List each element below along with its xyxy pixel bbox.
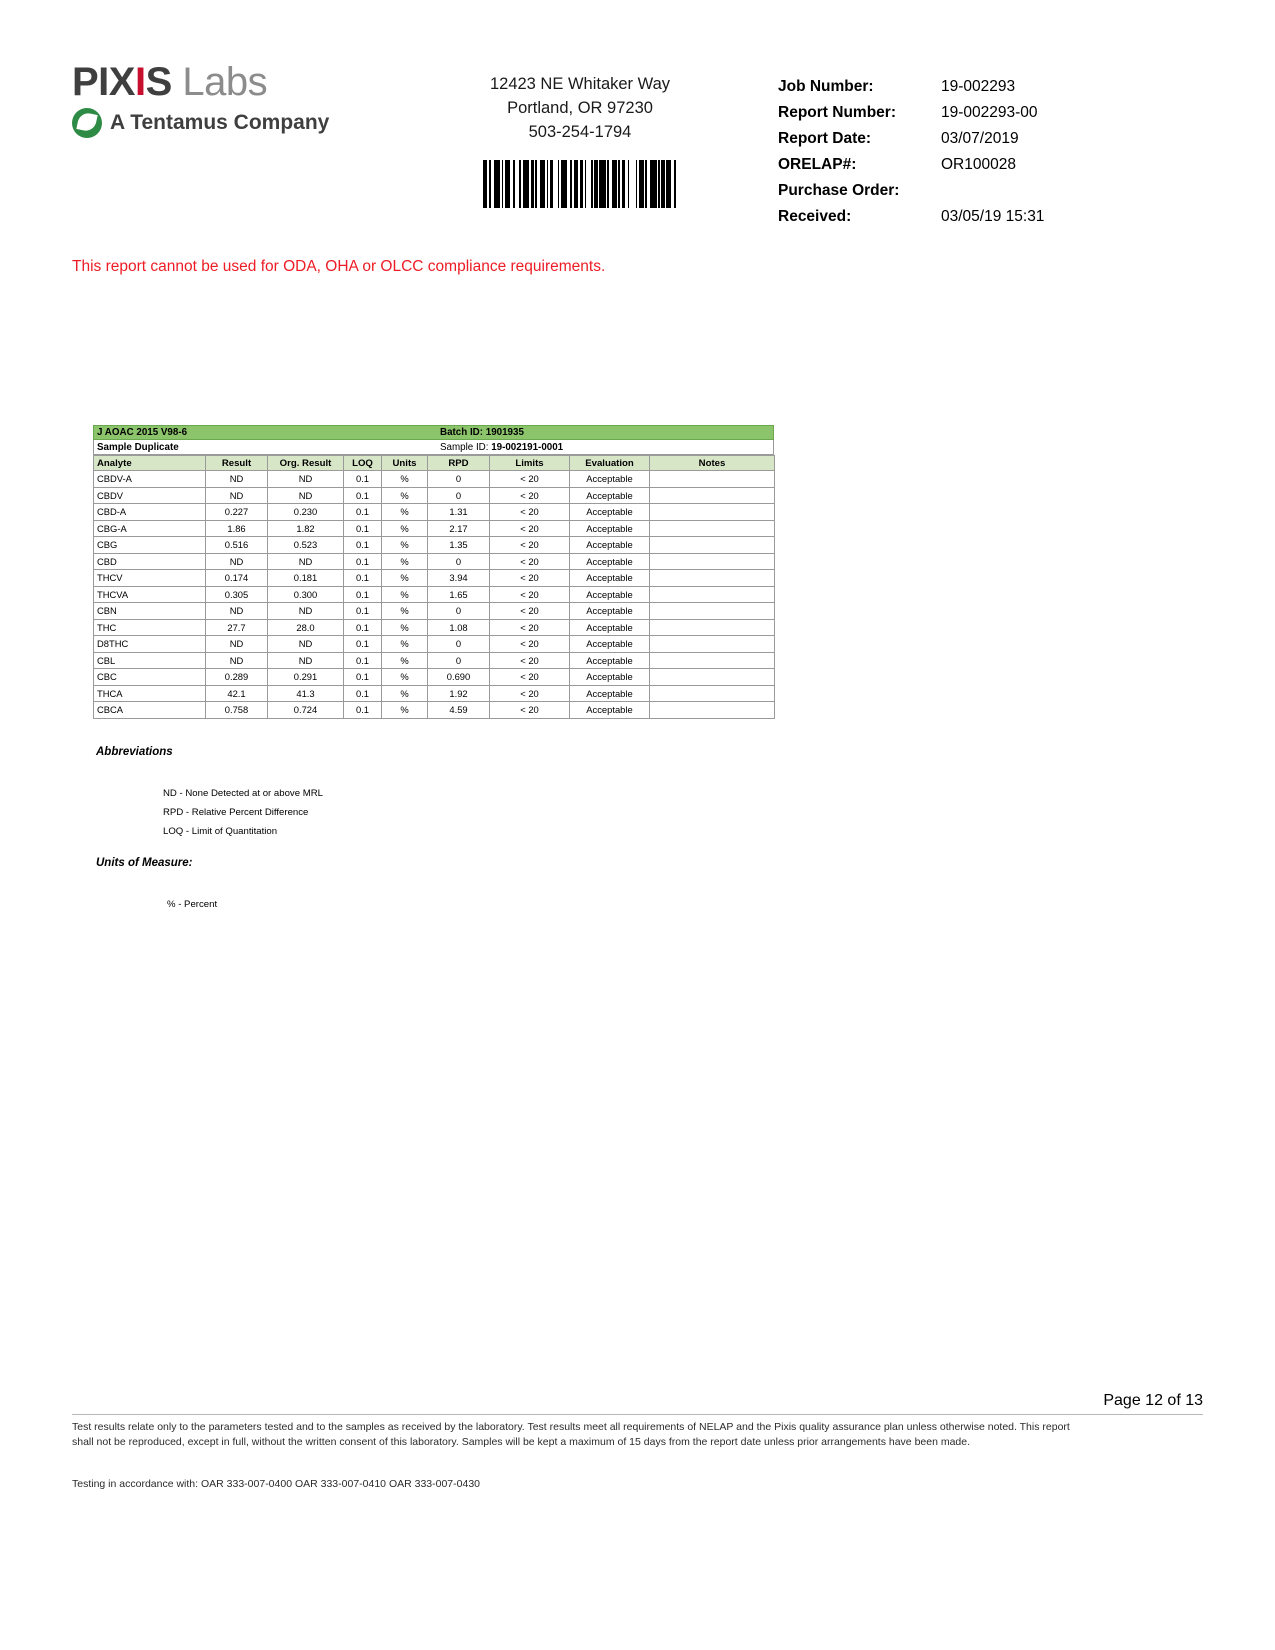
cell-rpd: 1.35 <box>428 537 490 554</box>
abbreviation-item: ND - None Detected at or above MRL <box>163 788 323 799</box>
cell-limits: < 20 <box>490 603 570 620</box>
cell-rpd: 0 <box>428 487 490 504</box>
cell-loq: 0.1 <box>344 504 382 521</box>
cell-loq: 0.1 <box>344 553 382 570</box>
leaf-icon <box>72 108 102 138</box>
cell-notes <box>650 586 775 603</box>
meta-value: 19-002293 <box>941 78 1016 95</box>
sample-id-label: Sample ID: <box>440 441 489 453</box>
meta-row <box>778 126 1198 152</box>
cell-units: % <box>382 504 428 521</box>
cell-evaluation: Acceptable <box>570 487 650 504</box>
table-row <box>94 685 775 702</box>
cell-org-result: 0.300 <box>268 586 344 603</box>
cell-units: % <box>382 603 428 620</box>
cell-loq: 0.1 <box>344 669 382 686</box>
barcode <box>430 160 730 208</box>
cell-units: % <box>382 487 428 504</box>
footer-disclaimer: Test results relate only to the parameters tested and to the samples as received by the laboratory. Test results meet all requirements of NELAP and the Pixis quality assurance plan unless otherwise noted. This report shall not be reproduced, except in full, without the written consent of this laboratory. Samples will be kept a maximum of 15 days from the report date unless prior arrangements have been made. <box>72 1421 1070 1448</box>
cell-limits: < 20 <box>490 586 570 603</box>
cell-limits: < 20 <box>490 471 570 488</box>
cell-rpd: 0 <box>428 603 490 620</box>
cell-analyte: D8THC <box>94 636 206 653</box>
batch-method: J AOAC 2015 V98-6 <box>97 427 188 438</box>
cell-limits: < 20 <box>490 685 570 702</box>
column-header: Evaluation <box>570 456 650 471</box>
cell-org-result: 28.0 <box>268 619 344 636</box>
cell-rpd: 4.59 <box>428 702 490 719</box>
cell-limits: < 20 <box>490 669 570 686</box>
cell-result: 0.174 <box>206 570 268 587</box>
cell-notes <box>650 553 775 570</box>
cell-evaluation: Acceptable <box>570 702 650 719</box>
cell-analyte: CBDV-A <box>94 471 206 488</box>
cell-org-result: ND <box>268 553 344 570</box>
table-row <box>94 702 775 719</box>
cell-units: % <box>382 553 428 570</box>
abbreviations-title: Abbreviations <box>96 746 173 758</box>
cell-units: % <box>382 669 428 686</box>
report-header <box>0 52 1275 252</box>
meta-label: Job Number: <box>778 78 874 95</box>
cell-limits: < 20 <box>490 570 570 587</box>
logo-wordmark <box>72 60 402 104</box>
sample-id <box>394 442 773 453</box>
cell-rpd: 3.94 <box>428 570 490 587</box>
cell-analyte: CBD <box>94 553 206 570</box>
table-row <box>94 537 775 554</box>
cell-org-result: ND <box>268 652 344 669</box>
column-header: Notes <box>650 456 775 471</box>
cell-rpd: 1.65 <box>428 586 490 603</box>
table-row <box>94 553 775 570</box>
cell-result: ND <box>206 652 268 669</box>
cell-result: 0.227 <box>206 504 268 521</box>
cell-result: 1.86 <box>206 520 268 537</box>
logo-text-pix: PIX <box>72 60 135 104</box>
logo-tagline: A Tentamus Company <box>110 111 330 134</box>
cell-result: ND <box>206 636 268 653</box>
cell-limits: < 20 <box>490 504 570 521</box>
cell-evaluation: Acceptable <box>570 504 650 521</box>
cell-analyte: CBN <box>94 603 206 620</box>
cell-analyte: CBG-A <box>94 520 206 537</box>
cell-notes <box>650 570 775 587</box>
table-row <box>94 504 775 521</box>
table-row <box>94 652 775 669</box>
address-line-1: 12423 NE Whitaker Way <box>489 75 671 93</box>
cell-rpd: 1.08 <box>428 619 490 636</box>
cell-units: % <box>382 586 428 603</box>
cell-analyte: CBC <box>94 669 206 686</box>
results-table-header-row <box>94 456 775 471</box>
cell-units: % <box>382 619 428 636</box>
cell-org-result: ND <box>268 603 344 620</box>
logo-tagline-row <box>72 108 402 138</box>
cell-result: 0.289 <box>206 669 268 686</box>
cell-units: % <box>382 636 428 653</box>
column-header: RPD <box>428 456 490 471</box>
cell-evaluation: Acceptable <box>570 669 650 686</box>
batch-id-label: Batch ID: <box>440 427 484 438</box>
cell-evaluation: Acceptable <box>570 603 650 620</box>
cell-analyte: THCV <box>94 570 206 587</box>
meta-row <box>778 74 1198 100</box>
table-row <box>94 669 775 686</box>
table-row <box>94 520 775 537</box>
address-line-2: Portland, OR 97230 <box>507 99 653 117</box>
table-row <box>94 471 775 488</box>
cell-loq: 0.1 <box>344 586 382 603</box>
cell-analyte: THCA <box>94 685 206 702</box>
cell-org-result: 0.230 <box>268 504 344 521</box>
meta-value: 03/07/2019 <box>941 130 1019 147</box>
cell-rpd: 0 <box>428 636 490 653</box>
cell-units: % <box>382 702 428 719</box>
cell-loq: 0.1 <box>344 570 382 587</box>
table-row <box>94 619 775 636</box>
cell-result: 42.1 <box>206 685 268 702</box>
cell-notes <box>650 504 775 521</box>
cell-notes <box>650 619 775 636</box>
meta-label: Report Number: <box>778 104 896 121</box>
cell-loq: 0.1 <box>344 471 382 488</box>
cell-evaluation: Acceptable <box>570 586 650 603</box>
cell-result: 27.7 <box>206 619 268 636</box>
batch-header <box>93 425 774 440</box>
cell-org-result: ND <box>268 636 344 653</box>
logo-text-s: S <box>145 60 172 104</box>
cell-evaluation: Acceptable <box>570 652 650 669</box>
cell-units: % <box>382 570 428 587</box>
cell-analyte: CBL <box>94 652 206 669</box>
cell-rpd: 0.690 <box>428 669 490 686</box>
meta-row <box>778 152 1198 178</box>
meta-value: 19-002293-00 <box>941 104 1038 121</box>
cell-loq: 0.1 <box>344 636 382 653</box>
cell-limits: < 20 <box>490 520 570 537</box>
column-header: Org. Result <box>268 456 344 471</box>
table-row <box>94 603 775 620</box>
batch-id-value: 1901935 <box>485 427 524 438</box>
meta-value: 03/05/19 15:31 <box>941 208 1045 225</box>
cell-result: 0.758 <box>206 702 268 719</box>
results-section <box>93 425 774 719</box>
cell-rpd: 0 <box>428 652 490 669</box>
cell-result: ND <box>206 553 268 570</box>
cell-analyte: CBDV <box>94 487 206 504</box>
barcode-icon <box>483 160 678 208</box>
batch-id <box>394 427 773 438</box>
cell-evaluation: Acceptable <box>570 537 650 554</box>
meta-row <box>778 204 1198 230</box>
cell-analyte: THCVA <box>94 586 206 603</box>
cell-analyte: CBD-A <box>94 504 206 521</box>
cell-result: ND <box>206 487 268 504</box>
cell-notes <box>650 603 775 620</box>
meta-row <box>778 178 1198 204</box>
cell-rpd: 1.31 <box>428 504 490 521</box>
cell-evaluation: Acceptable <box>570 520 650 537</box>
cell-limits: < 20 <box>490 652 570 669</box>
footer-divider <box>72 1414 1203 1415</box>
cell-loq: 0.1 <box>344 702 382 719</box>
cell-analyte: THC <box>94 619 206 636</box>
qc-subheader <box>93 440 774 455</box>
table-row <box>94 586 775 603</box>
cell-rpd: 2.17 <box>428 520 490 537</box>
cell-result: 0.305 <box>206 586 268 603</box>
units-of-measure-title: Units of Measure: <box>96 857 193 869</box>
cell-units: % <box>382 652 428 669</box>
compliance-notice: This report cannot be used for ODA, OHA or OLCC compliance requirements. <box>72 258 606 275</box>
cell-org-result: 0.291 <box>268 669 344 686</box>
meta-value: OR100028 <box>941 156 1016 173</box>
footer-accordance: Testing in accordance with: OAR 333-007-0400 OAR 333-007-0410 OAR 333-007-0430 <box>72 1478 480 1490</box>
cell-notes <box>650 537 775 554</box>
cell-evaluation: Acceptable <box>570 553 650 570</box>
cell-loq: 0.1 <box>344 685 382 702</box>
cell-notes <box>650 702 775 719</box>
cell-limits: < 20 <box>490 537 570 554</box>
cell-notes <box>650 636 775 653</box>
cell-org-result: ND <box>268 471 344 488</box>
cell-evaluation: Acceptable <box>570 471 650 488</box>
cell-units: % <box>382 537 428 554</box>
units-of-measure-list <box>167 895 217 914</box>
cell-org-result: 0.523 <box>268 537 344 554</box>
cell-rpd: 0 <box>428 471 490 488</box>
cell-loq: 0.1 <box>344 487 382 504</box>
cell-loq: 0.1 <box>344 603 382 620</box>
results-table <box>93 455 775 719</box>
column-header: LOQ <box>344 456 382 471</box>
address-phone: 503-254-1794 <box>528 123 632 141</box>
cell-rpd: 0 <box>428 553 490 570</box>
company-logo <box>72 60 402 138</box>
meta-label: Report Date: <box>778 130 872 147</box>
cell-analyte: CBCA <box>94 702 206 719</box>
cell-org-result: 41.3 <box>268 685 344 702</box>
cell-loq: 0.1 <box>344 537 382 554</box>
cell-limits: < 20 <box>490 702 570 719</box>
cell-notes <box>650 669 775 686</box>
abbreviation-item: RPD - Relative Percent Difference <box>163 807 309 818</box>
cell-evaluation: Acceptable <box>570 570 650 587</box>
cell-result: 0.516 <box>206 537 268 554</box>
column-header: Result <box>206 456 268 471</box>
logo-text-labs: Labs <box>171 60 268 104</box>
cell-limits: < 20 <box>490 636 570 653</box>
cell-result: ND <box>206 471 268 488</box>
lab-address <box>430 72 730 144</box>
cell-limits: < 20 <box>490 553 570 570</box>
results-table-body <box>94 471 775 719</box>
column-header: Units <box>382 456 428 471</box>
meta-label: ORELAP#: <box>778 156 857 173</box>
cell-rpd: 1.92 <box>428 685 490 702</box>
cell-analyte: CBG <box>94 537 206 554</box>
cell-evaluation: Acceptable <box>570 636 650 653</box>
table-row <box>94 570 775 587</box>
page-number: Page 12 of 13 <box>1103 1392 1203 1409</box>
cell-org-result: 0.181 <box>268 570 344 587</box>
cell-notes <box>650 520 775 537</box>
unit-item: % - Percent <box>167 899 218 910</box>
logo-text-i: I <box>134 60 146 104</box>
table-row <box>94 487 775 504</box>
cell-loq: 0.1 <box>344 619 382 636</box>
abbreviations-list <box>163 784 323 841</box>
report-meta-table <box>778 74 1198 230</box>
cell-notes <box>650 487 775 504</box>
cell-loq: 0.1 <box>344 652 382 669</box>
column-header: Limits <box>490 456 570 471</box>
table-row <box>94 636 775 653</box>
cell-org-result: ND <box>268 487 344 504</box>
cell-org-result: 1.82 <box>268 520 344 537</box>
abbreviation-item: LOQ - Limit of Quantitation <box>163 826 278 837</box>
cell-loq: 0.1 <box>344 520 382 537</box>
meta-label: Received: <box>778 208 852 225</box>
sample-id-value: 19-002191-0001 <box>491 441 564 453</box>
cell-evaluation: Acceptable <box>570 685 650 702</box>
cell-units: % <box>382 471 428 488</box>
cell-org-result: 0.724 <box>268 702 344 719</box>
meta-label: Purchase Order: <box>778 182 900 199</box>
cell-units: % <box>382 685 428 702</box>
cell-evaluation: Acceptable <box>570 619 650 636</box>
meta-row <box>778 100 1198 126</box>
cell-notes <box>650 685 775 702</box>
cell-limits: < 20 <box>490 487 570 504</box>
cell-units: % <box>382 520 428 537</box>
cell-limits: < 20 <box>490 619 570 636</box>
qc-type: Sample Duplicate <box>97 441 179 453</box>
cell-result: ND <box>206 603 268 620</box>
cell-notes <box>650 652 775 669</box>
column-header: Analyte <box>94 456 206 471</box>
cell-notes <box>650 471 775 488</box>
